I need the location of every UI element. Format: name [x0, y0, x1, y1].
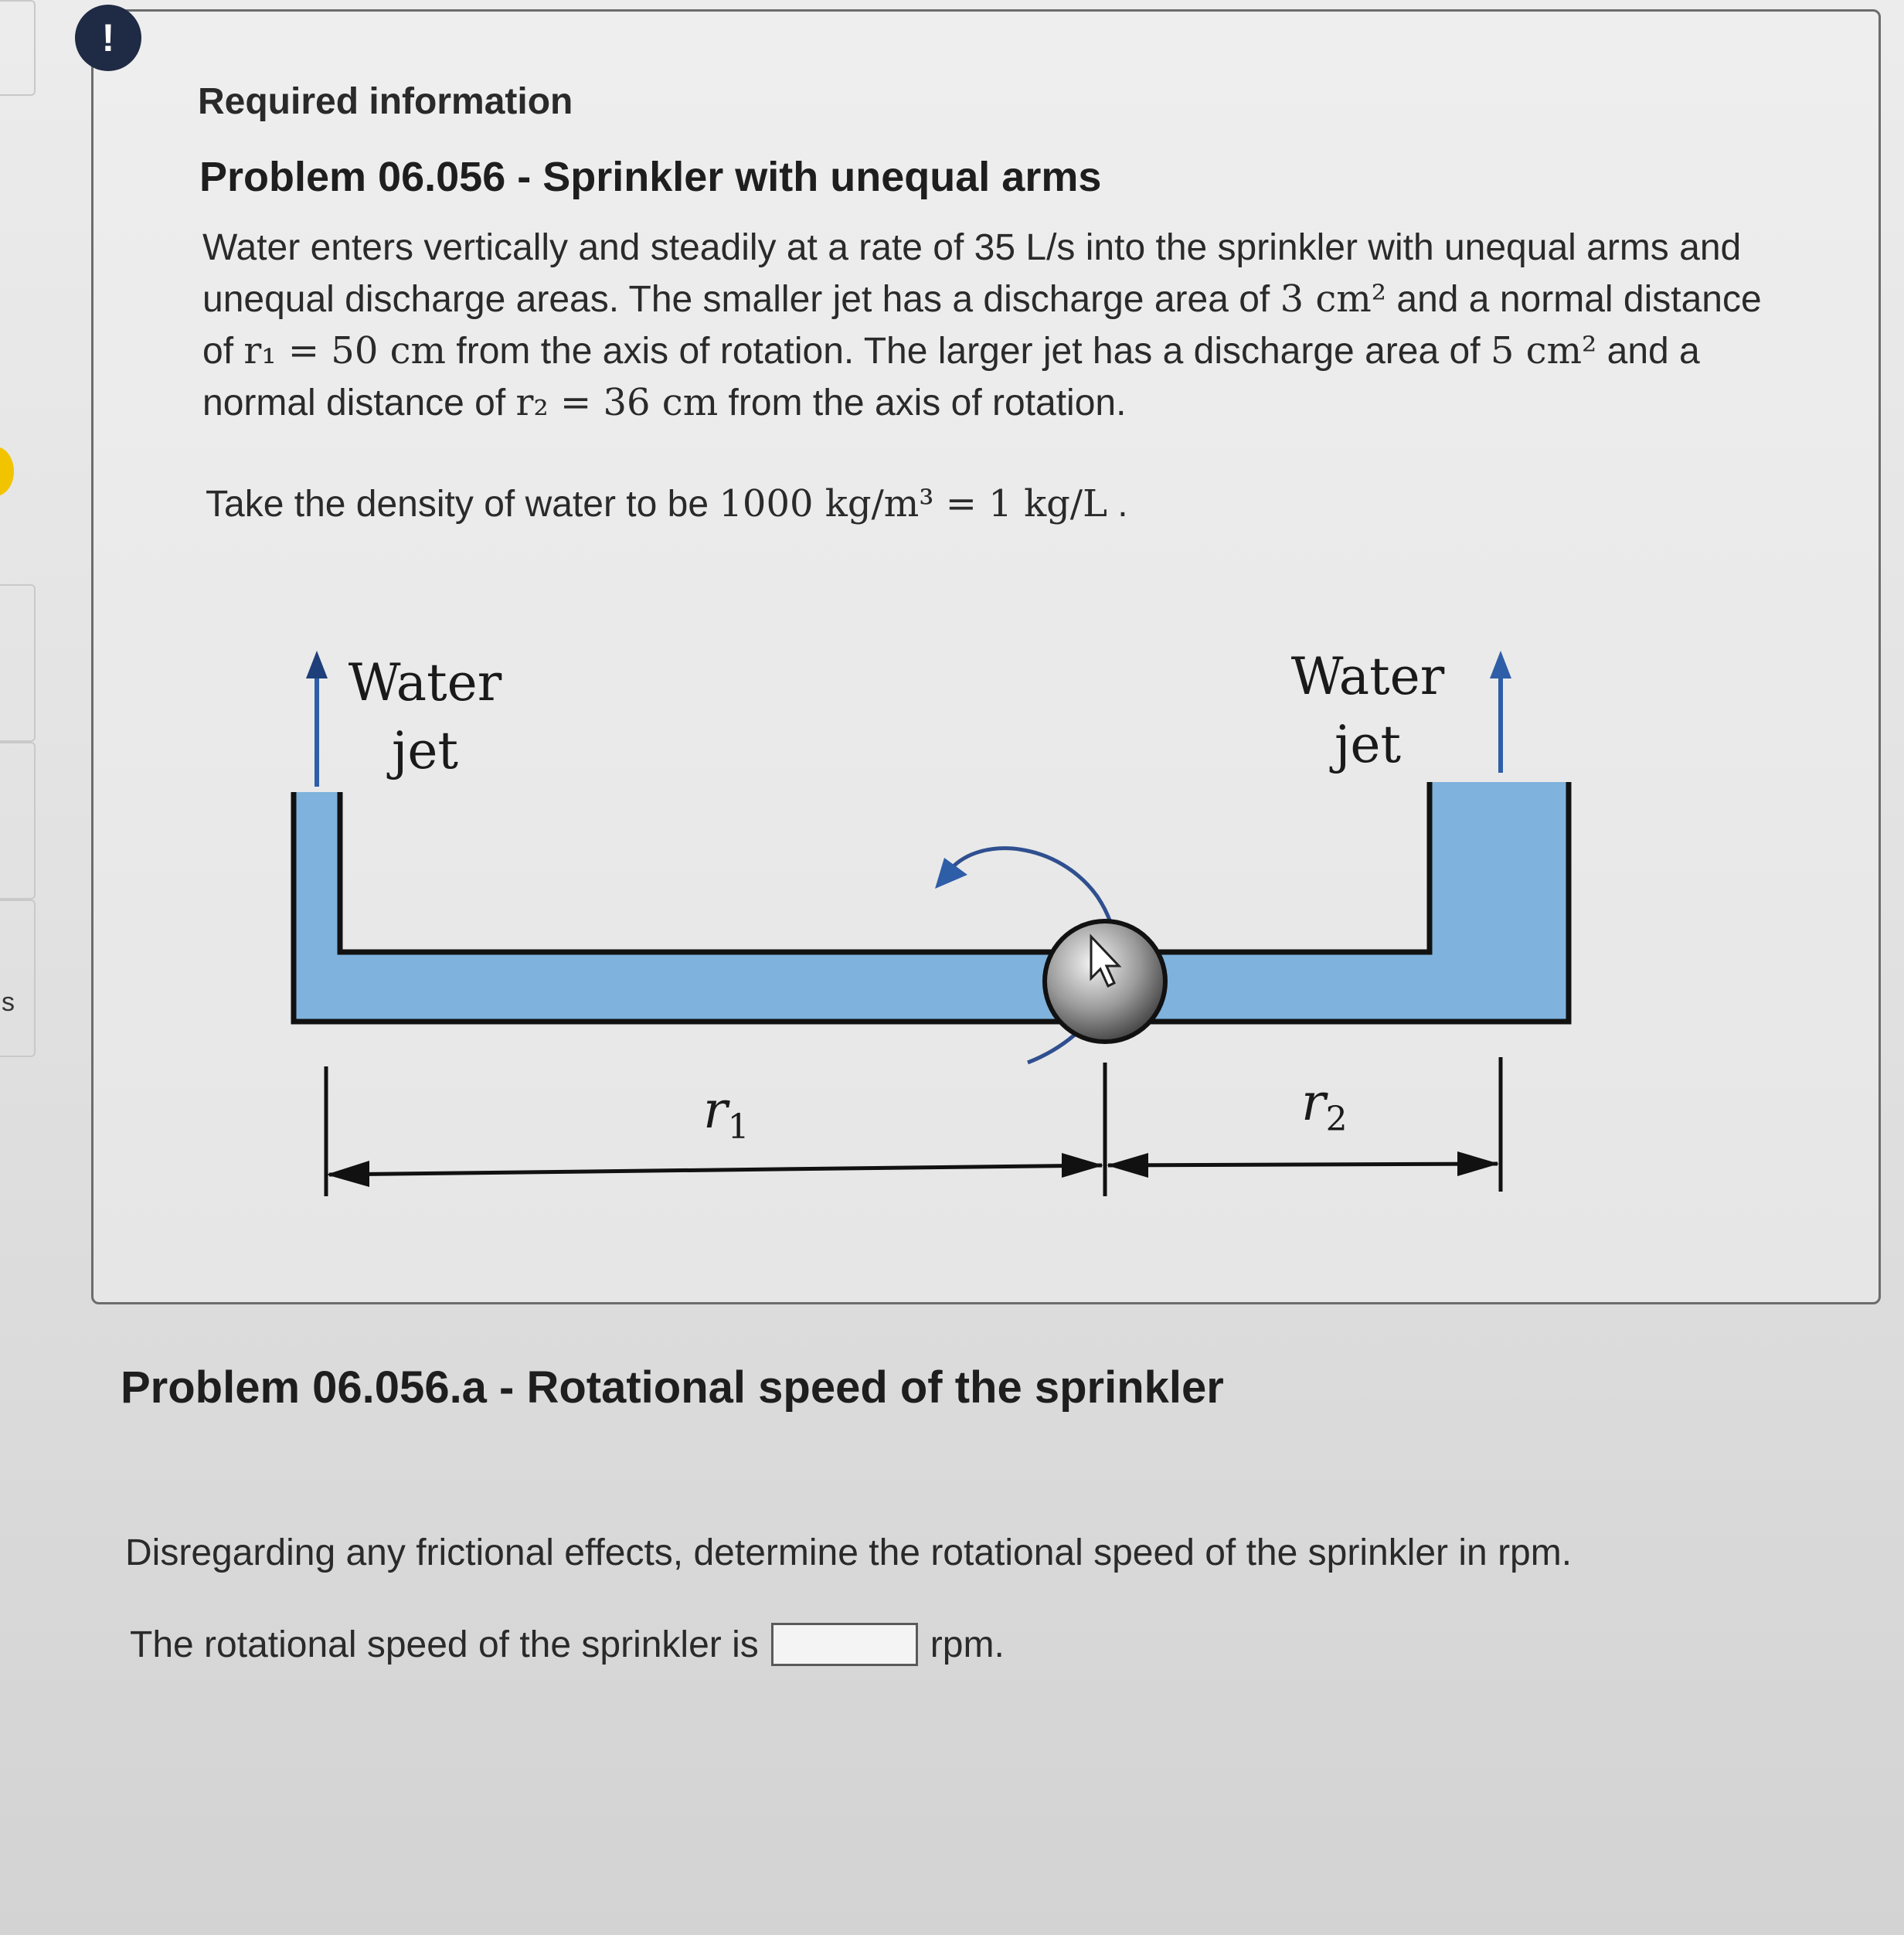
right-jet-arrow-head — [1490, 651, 1511, 678]
density-statement — [206, 482, 1128, 525]
left-jet-arrow-head — [306, 651, 328, 678]
rotational-speed-input[interactable] — [771, 1623, 918, 1666]
area2-expression: 5 cm² — [1490, 329, 1597, 372]
sidebar-tab[interactable] — [0, 899, 36, 1057]
r1-label — [703, 1080, 750, 1147]
sprinkler-diagram — [263, 634, 1607, 1221]
left-label-line1: Water — [348, 653, 502, 712]
sidebar-tab[interactable] — [0, 0, 36, 96]
answer-unit: rpm. — [930, 1624, 1005, 1665]
sprinkler-inner-wall — [340, 782, 1430, 952]
problem-title: Problem 06.056 - Sprinkler with unequal arms — [199, 154, 1102, 200]
answer-prefix: The rotational speed of the sprinkler is — [130, 1624, 759, 1665]
r1-subscript: 1 — [727, 1107, 750, 1148]
area1-expression: 3 cm² — [1280, 277, 1387, 321]
statement-text: and a normal distance of — [202, 331, 1700, 423]
r2-subscript: 2 — [1325, 1100, 1348, 1140]
right-label-line2: jet — [1334, 715, 1402, 774]
r1-arrow-left — [326, 1161, 369, 1187]
density-expression: 1000 kg/m³ = 1 kg/L — [719, 482, 1107, 525]
r2-dimension-line — [1108, 1164, 1498, 1165]
r1-dimension-line — [329, 1165, 1102, 1175]
sprinkler-water-body — [294, 782, 1569, 1022]
left-sidebar-strip — [0, 0, 40, 1935]
r1-arrow-right — [1062, 1153, 1103, 1178]
sidebar-tab[interactable] — [0, 742, 36, 899]
density-text: Take the density of water to be — [206, 484, 719, 525]
statement-text: from the axis of rotation. The larger jet has a discharge area of — [446, 331, 1491, 372]
left-label-line2: jet — [391, 721, 459, 780]
part-a-title: Problem 06.056.a - Rotational speed of the sprinkler — [121, 1362, 1224, 1413]
r2-arrow-right — [1457, 1151, 1499, 1176]
part-a-question: Disregarding any frictional effects, determine the rotational speed of the sprinkler in rpm. — [125, 1532, 1572, 1573]
r2-arrow-left — [1107, 1153, 1148, 1178]
rotation-arrow-head — [935, 858, 967, 889]
statement-text: and a normal distance of — [202, 279, 1762, 372]
required-information-heading: Required information — [198, 81, 573, 122]
r2-symbol: r — [1301, 1073, 1326, 1132]
r2-label — [1301, 1073, 1348, 1139]
sidebar-tab[interactable] — [0, 584, 36, 742]
problem-statement — [202, 223, 1771, 429]
sidebar-letter: s — [2, 988, 15, 1017]
density-end: . — [1107, 484, 1128, 525]
answer-row — [130, 1623, 1005, 1666]
statement-text: Water enters vertically and steadily at a rate of 35 L/s into the sprinkler with unequal arms and unequal discharge areas. The smaller jet has a discharge area of — [202, 227, 1742, 320]
r2-expression: r₂ = 36 cm — [515, 381, 719, 424]
right-label-line1: Water — [1290, 647, 1445, 706]
r1-symbol: r — [703, 1080, 728, 1140]
right-water-jet-label — [1290, 643, 1445, 779]
alert-icon: ! — [75, 5, 141, 71]
r1-expression: r₁ = 50 cm — [243, 329, 447, 372]
statement-text: from the axis of rotation. — [718, 383, 1127, 423]
left-water-jet-label — [348, 649, 502, 785]
